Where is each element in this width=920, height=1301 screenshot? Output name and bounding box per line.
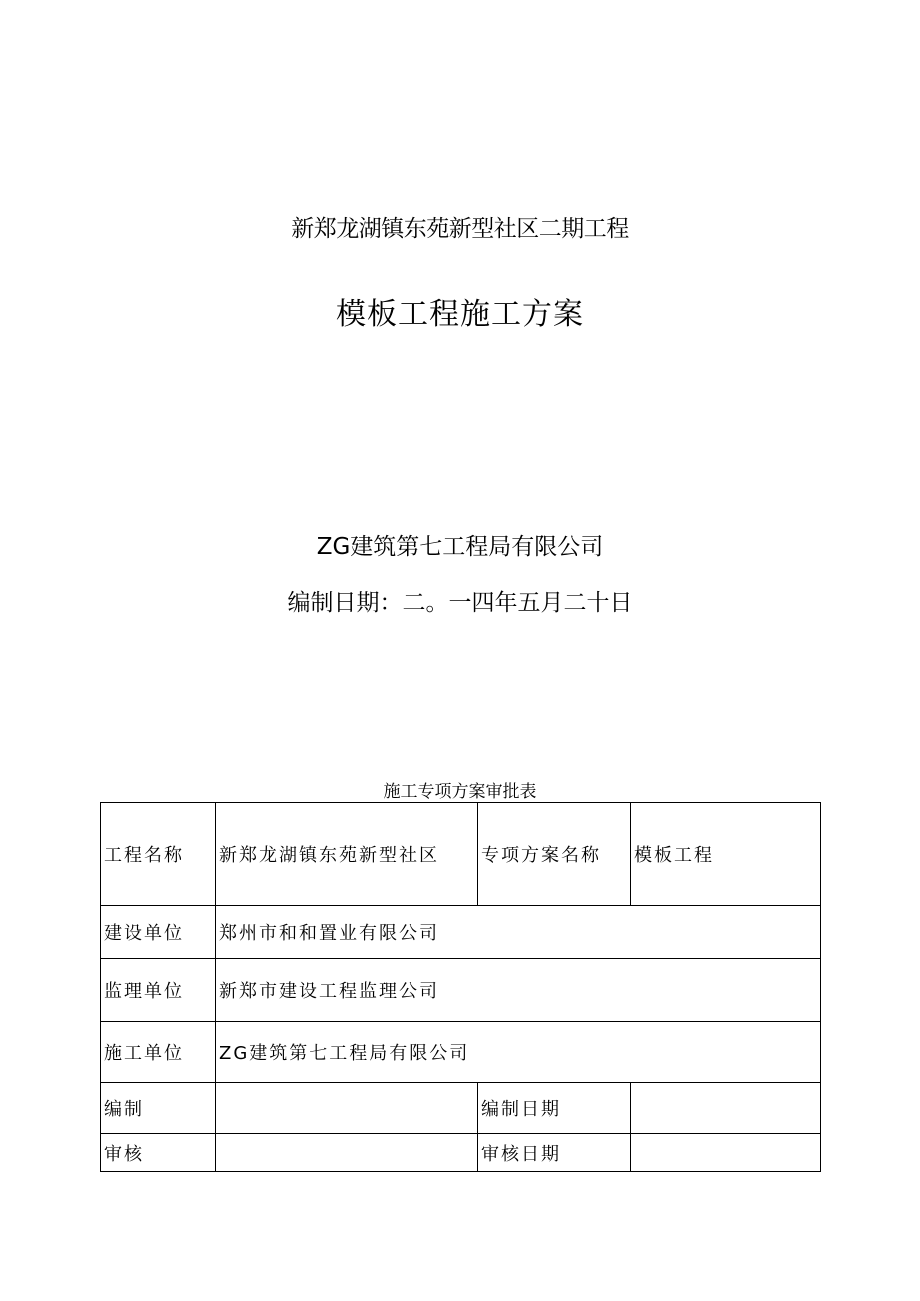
plan-name-value: 模板工程: [631, 803, 821, 906]
prepared-by-value: [216, 1083, 478, 1134]
table-row: [101, 1134, 821, 1172]
project-title: 新郑龙湖镇东苑新型社区二期工程: [291, 216, 629, 242]
project-name-label: 工程名称: [101, 803, 216, 906]
compile-date: 编制日期：二。一四年五月二十日: [287, 590, 633, 616]
reviewed-date-label: 审核日期: [478, 1134, 631, 1172]
project-name-value: 新郑龙湖镇东苑新型社区: [216, 803, 478, 906]
supervisor-value: 新郑市建设工程监理公司: [216, 959, 821, 1022]
prepared-date-label: 编制日期: [478, 1083, 631, 1134]
table-row: [101, 906, 821, 959]
developer-label: 建设单位: [101, 906, 216, 959]
supervisor-label: 监理单位: [101, 959, 216, 1022]
contractor-value: ZG建筑第七工程局有限公司: [216, 1022, 821, 1083]
approval-table: [100, 802, 821, 1172]
table-caption: 施工专项方案审批表: [383, 782, 537, 802]
plan-name-label: 专项方案名称: [478, 803, 631, 906]
company-name: ZG建筑第七工程局有限公司: [316, 534, 604, 560]
reviewed-by-label: 审核: [101, 1134, 216, 1172]
plan-title: 模板工程施工方案: [336, 297, 584, 332]
reviewed-by-value: [216, 1134, 478, 1172]
prepared-date-value: [631, 1083, 821, 1134]
table-row: [101, 1083, 821, 1134]
prepared-by-label: 编制: [101, 1083, 216, 1134]
table-row: [101, 959, 821, 1022]
table-row: [101, 803, 821, 906]
reviewed-date-value: [631, 1134, 821, 1172]
developer-value: 郑州市和和置业有限公司: [216, 906, 821, 959]
table-row: [101, 1022, 821, 1083]
contractor-label: 施工单位: [101, 1022, 216, 1083]
